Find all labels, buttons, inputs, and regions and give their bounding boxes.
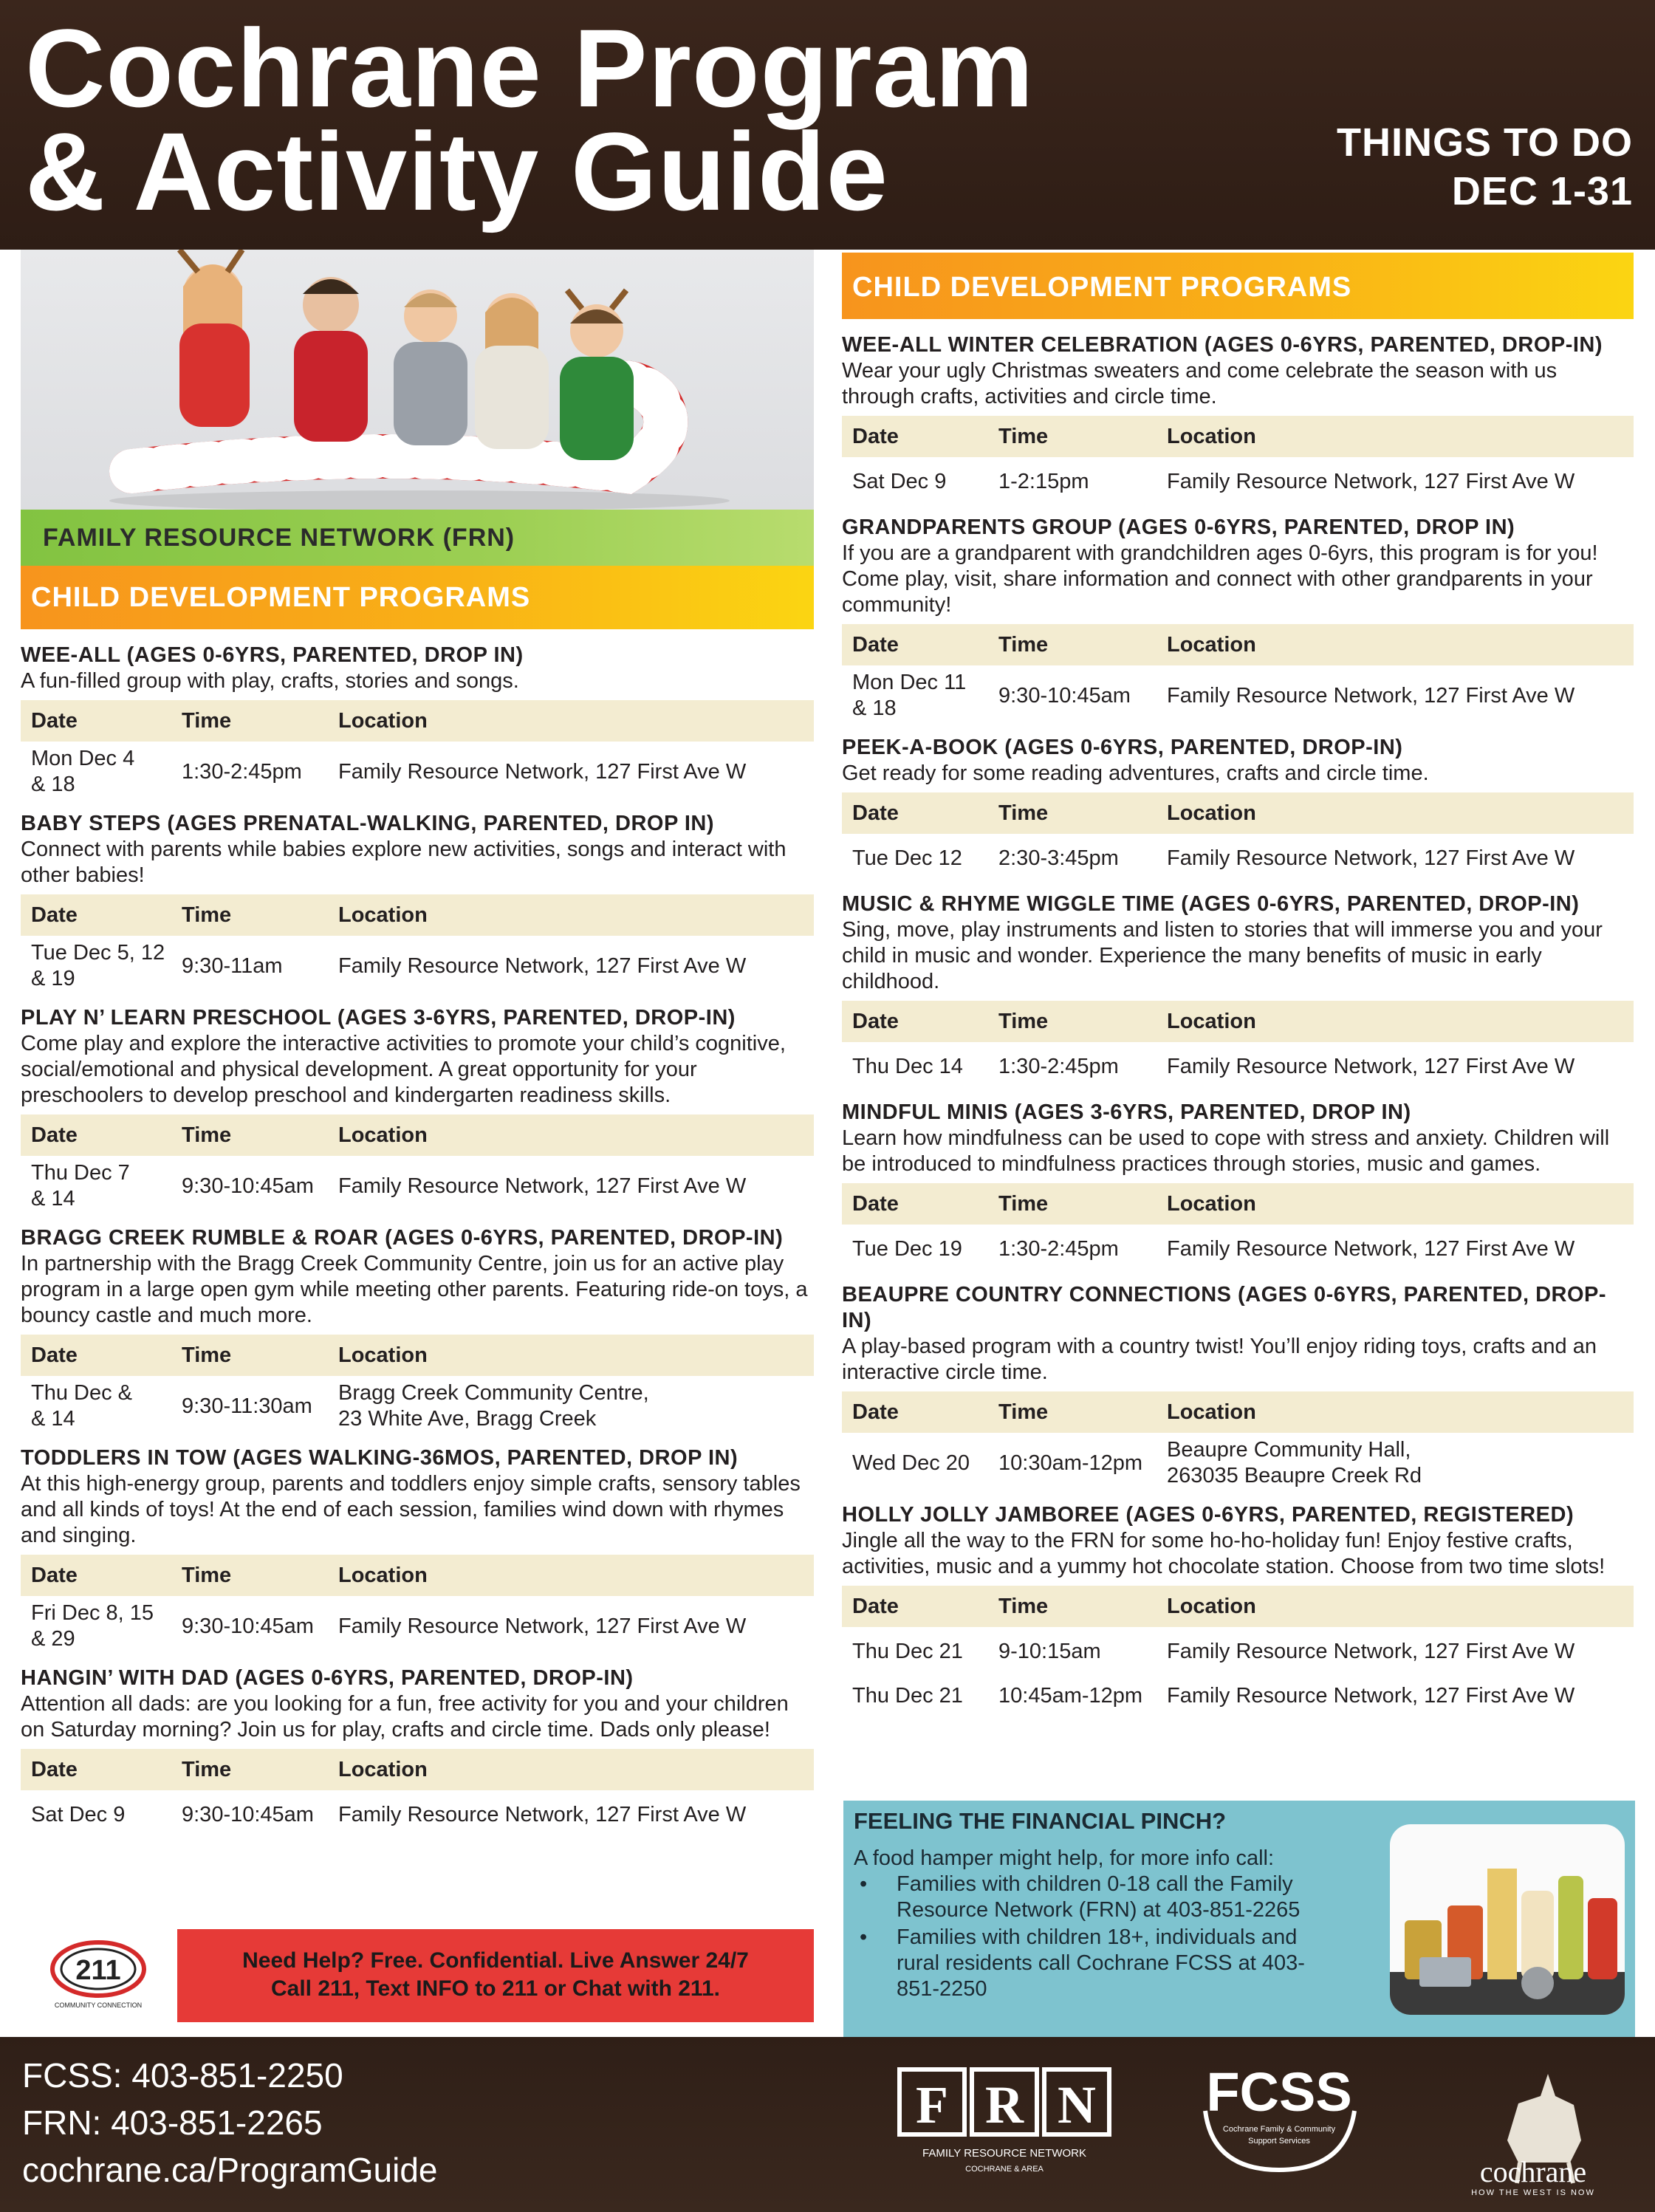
category-bar-left: CHILD DEVELOPMENT PROGRAMS (21, 566, 814, 629)
program-entry (21, 811, 814, 992)
kids-illustration (21, 250, 814, 510)
time-cell: 10:45am-12pm (998, 1683, 1143, 1708)
logo-211-text: 211 (75, 1955, 121, 1986)
column-header: Time (998, 424, 1049, 448)
footer-bar (0, 2037, 1655, 2212)
program-title: MINDFUL MINIS (AGES 3-6YRS, PARENTED, DROP IN) (842, 1100, 1411, 1124)
program-entry (842, 1282, 1634, 1489)
fcss-phone: FCSS: 403-851-2250 (22, 2056, 343, 2095)
column-header: Time (998, 1191, 1049, 1216)
help-211-box (177, 1929, 814, 2022)
column-header: Location (338, 1123, 428, 1147)
table-row (21, 1790, 814, 1835)
program-title: PEEK-A-BOOK (AGES 0-6YRS, PARENTED, DROP-IN) (842, 736, 1403, 759)
program-entry (842, 332, 1634, 501)
date-cell: Thu Dec & & 14 (31, 1381, 132, 1431)
program-title: BRAGG CREEK RUMBLE & ROAR (AGES 0-6YRS, PARENTED, DROP-IN) (21, 1226, 784, 1250)
column-header: Location (1167, 1191, 1256, 1216)
table-header (21, 1335, 814, 1376)
list-item: • Families with children 0-18 call the Family Resource Network (FRN) at 403-851-2265 (854, 1872, 1326, 1923)
program-entry (21, 1225, 814, 1432)
column-header: Date (852, 801, 899, 825)
program-description: Connect with parents while babies explore new activities, songs and interact with other babies! (21, 838, 787, 887)
program-title: WEE-ALL WINTER CELEBRATION (AGES 0-6YRS, PARENTED, DROP-IN) (842, 333, 1603, 357)
program-description: Learn how mindfulness can be used to cope with stress and anxiety. Children will be introduced to mindfulness practices through stories, music and games. (842, 1126, 1610, 1176)
financial-list (854, 1872, 1326, 2004)
table-row (21, 1156, 814, 1212)
date-cell: Mon Dec 4 & 18 (31, 747, 135, 796)
program-title: MUSIC & RHYME WIGGLE TIME (AGES 0-6YRS, PARENTED, DROP-IN) (842, 892, 1580, 916)
schedule-table (21, 894, 814, 992)
table-header (842, 624, 1634, 665)
kids-christmas-photo (21, 250, 814, 510)
column-header: Date (852, 632, 899, 657)
location-cell: Family Resource Network, 127 First Ave W (338, 1614, 747, 1638)
table-row (842, 1627, 1634, 1671)
program-entry (842, 1100, 1634, 1269)
table-row (842, 1433, 1634, 1489)
column-header: Location (338, 1343, 428, 1367)
location-cell: Family Resource Network, 127 First Ave W (338, 953, 747, 978)
program-description: Jingle all the way to the FRN for some ho-ho-holiday fun! Enjoy festive crafts, activities, music and a yummy hot chocolate station. Choose from two time slots! (842, 1529, 1606, 1578)
time-cell: 1:30-2:45pm (182, 759, 302, 784)
fcss-logo-sub2: Support Services (1248, 2137, 1310, 2146)
date-cell: Thu Dec 14 (852, 1054, 963, 1078)
time-cell: 2:30-3:45pm (998, 846, 1119, 870)
cochrane-logo-text: cochrane (1479, 2155, 1587, 2188)
time-cell: 9:30-11:30am (182, 1394, 312, 1418)
table-row (842, 834, 1634, 878)
column-header: Time (998, 632, 1049, 657)
location-cell: Family Resource Network, 127 First Ave W (1167, 1054, 1575, 1078)
table-row (21, 742, 814, 798)
financial-pinch-box (843, 1801, 1635, 2037)
location-cell: Bragg Creek Community Centre, 23 White Ave, Bragg Creek (338, 1381, 649, 1431)
program-description: Come play and explore the interactive activities to promote your child’s cognitive, social/emotional and physical development. A great opportunity for your preschoolers to develop preschool and kindergarten readiness skills. (21, 1032, 786, 1107)
date-cell: Sat Dec 9 (852, 469, 947, 493)
financial-subtitle: A food hamper might help, for more info call: (854, 1846, 1275, 1870)
time-cell: 1-2:15pm (998, 469, 1089, 493)
right-column (842, 250, 1634, 1716)
program-entry (21, 1005, 814, 1212)
program-description: At this high-energy group, parents and toddlers enjoy simple crafts, sensory tables and all kinds of toys! At the end of each session, families wind down with rhymes and singing. (21, 1472, 801, 1547)
column-header: Location (1167, 424, 1256, 448)
table-row (842, 665, 1634, 722)
program-description: Sing, move, play instruments and listen to stories that will immerse you and your child in music and wonder. Experience the many benefits of music in early childhood. (842, 918, 1603, 993)
date-cell: Tue Dec 19 (852, 1236, 962, 1261)
date-cell: Thu Dec 21 (852, 1683, 963, 1708)
program-entry (842, 735, 1634, 878)
program-entry (21, 643, 814, 798)
left-program-list (21, 643, 814, 1835)
table-header (21, 1555, 814, 1596)
program-description: If you are a grandparent with grandchildren ages 0-6yrs, this program is for you! Come play, visit, share information and connect with other grandparents in your community! (842, 541, 1598, 617)
column-header: Time (182, 1343, 232, 1367)
column-header: Date (31, 1343, 78, 1367)
header-banner (0, 0, 1655, 250)
fcss-logo-sub1: Cochrane Family & Community (1222, 2125, 1336, 2134)
column-header: Date (852, 1594, 899, 1618)
program-description: In partnership with the Bragg Creek Community Centre, join us for an active play program in a large open gym while meeting other parents. Featuring ride-on toys, a bouncy castle and much more. (21, 1252, 808, 1327)
schedule-table (842, 792, 1634, 878)
category-bar-right: CHILD DEVELOPMENT PROGRAMS (842, 253, 1634, 319)
frn-logo-letter-r: R (985, 2075, 1024, 2134)
column-header: Location (338, 1563, 428, 1587)
food-hamper-photo (1390, 1824, 1625, 2015)
table-header (21, 1114, 814, 1156)
time-cell: 10:30am-12pm (998, 1451, 1143, 1475)
column-header: Location (338, 903, 428, 927)
list-item: • Families with children 18+, individuals and rural residents call Cochrane FCSS at 403-851-2250 (854, 1925, 1326, 2002)
help-line-2: Call 211, Text INFO to 211 or Chat with 211. (271, 1976, 720, 2001)
table-row (21, 1376, 814, 1432)
frn-logo-letter-n: N (1058, 2075, 1096, 2134)
column-header: Date (852, 1400, 899, 1424)
location-cell: Family Resource Network, 127 First Ave W (338, 759, 747, 784)
column-header: Time (182, 708, 232, 733)
program-entry (21, 1665, 814, 1835)
column-header: Location (1167, 1400, 1256, 1424)
column-header: Date (852, 424, 899, 448)
schedule-table (21, 700, 814, 798)
frn-logo-name: FAMILY RESOURCE NETWORK (922, 2147, 1086, 2160)
program-title: WEE-ALL (AGES 0-6YRS, PARENTED, DROP IN) (21, 643, 524, 667)
column-header: Date (31, 708, 78, 733)
location-cell: Family Resource Network, 127 First Ave W (1167, 1639, 1575, 1663)
help-line-1: Need Help? Free. Confidential. Live Answer 24/7 (242, 1948, 749, 1973)
table-header (842, 1183, 1634, 1225)
column-header: Location (338, 708, 428, 733)
column-header: Time (998, 801, 1049, 825)
time-cell: 9:30-10:45am (182, 1614, 314, 1638)
column-header: Time (998, 1400, 1049, 1424)
food-illustration (1390, 1824, 1625, 2015)
location-cell: Family Resource Network, 127 First Ave W (338, 1174, 747, 1198)
column-header: Date (852, 1191, 899, 1216)
date-cell: Tue Dec 5, 12 & 19 (31, 941, 165, 990)
time-cell: 9:30-11am (182, 953, 283, 978)
table-header (21, 894, 814, 936)
schedule-table (842, 1183, 1634, 1269)
date-cell: Tue Dec 12 (852, 846, 962, 870)
help-211-banner (21, 1929, 814, 2022)
time-cell: 9-10:15am (998, 1639, 1101, 1663)
program-entry (21, 1445, 814, 1652)
date-cell: Fri Dec 8, 15 & 29 (31, 1601, 154, 1651)
program-title: TODDLERS IN TOW (AGES WALKING-36MOS, PARENTED, DROP IN) (21, 1446, 739, 1470)
date-cell: Sat Dec 9 (31, 1802, 126, 1826)
schedule-table (21, 1749, 814, 1835)
column-header: Location (1167, 632, 1256, 657)
program-title: BEAUPRE COUNTRY CONNECTIONS (AGES 0-6YRS, PARENTED, DROP-IN) (842, 1283, 1607, 1332)
program-title: BABY STEPS (AGES PRENATAL-WALKING, PARENTED, DROP IN) (21, 812, 714, 835)
program-title: HOLLY JOLLY JAMBOREE (AGES 0-6YRS, PARENTED, REGISTERED) (842, 1503, 1575, 1527)
time-cell: 1:30-2:45pm (998, 1236, 1119, 1261)
frn-logo-icon (894, 2067, 1115, 2177)
column-header: Date (31, 1123, 78, 1147)
date-cell: Thu Dec 21 (852, 1639, 963, 1663)
location-cell: Family Resource Network, 127 First Ave W (1167, 1683, 1575, 1708)
frn-phone: FRN: 403-851-2265 (22, 2103, 323, 2142)
title-line-1: Cochrane Program (25, 6, 1035, 130)
column-header: Date (852, 1009, 899, 1033)
location-cell: Family Resource Network, 127 First Ave W (1167, 846, 1575, 870)
cochrane-logo-icon (1437, 2052, 1629, 2199)
table-row (842, 1225, 1634, 1269)
fcss-logo-icon (1190, 2059, 1368, 2177)
fcss-logo-text: FCSS (1206, 2061, 1352, 2123)
program-entry (842, 891, 1634, 1086)
table-header (842, 1001, 1634, 1042)
schedule-table (842, 1391, 1634, 1489)
table-header (21, 1749, 814, 1790)
table-row (842, 1042, 1634, 1086)
frn-section-bar: FAMILY RESOURCE NETWORK (FRN) (21, 510, 814, 566)
column-header: Time (998, 1009, 1049, 1033)
logo-211-sub: COMMUNITY CONNECTION (54, 2002, 143, 2009)
schedule-table (21, 1555, 814, 1652)
table-header (842, 1586, 1634, 1627)
program-entry (842, 515, 1634, 722)
schedule-table (21, 1114, 814, 1212)
time-cell: 1:30-2:45pm (998, 1054, 1119, 1078)
frn-logo-letter-f: F (916, 2075, 948, 2134)
location-cell: Family Resource Network, 127 First Ave W (1167, 469, 1575, 493)
time-cell: 9:30-10:45am (182, 1802, 314, 1826)
right-program-list (842, 332, 1634, 1716)
date-range-label (1337, 118, 1633, 216)
table-row (842, 457, 1634, 501)
table-header (842, 792, 1634, 834)
date-cell: Mon Dec 11 & 18 (852, 671, 967, 720)
column-header: Date (31, 1757, 78, 1781)
program-guide-link[interactable]: cochrane.ca/ProgramGuide (22, 2151, 438, 2189)
left-column (21, 250, 814, 1835)
date-cell: Wed Dec 20 (852, 1451, 970, 1475)
column-header: Location (1167, 1009, 1256, 1033)
time-cell: 9:30-10:45am (182, 1174, 314, 1198)
column-header: Location (338, 1757, 428, 1781)
table-row (21, 1596, 814, 1652)
column-header: Location (1167, 1594, 1256, 1618)
program-title: PLAY N’ LEARN PRESCHOOL (AGES 3-6YRS, PARENTED, DROP-IN) (21, 1006, 736, 1030)
schedule-table (842, 416, 1634, 501)
program-description: A play-based program with a country twist! You’ll enjoy riding toys, crafts and an interactive circle time. (842, 1335, 1597, 1384)
date-cell: Thu Dec 7 & 14 (31, 1161, 130, 1211)
table-header (842, 416, 1634, 457)
table-header (21, 700, 814, 742)
schedule-table (842, 624, 1634, 722)
time-cell: 9:30-10:45am (998, 683, 1131, 708)
program-description: Attention all dads: are you looking for a fun, free activity for you and your children on Saturday morning? Join us for play, crafts and circle time. Dads only please! (21, 1692, 789, 1742)
column-header: Time (182, 1757, 232, 1781)
program-description: Wear your ugly Christmas sweaters and come celebrate the season with us through crafts, activities and circle time. (842, 359, 1558, 408)
column-header: Location (1167, 801, 1256, 825)
column-header: Date (31, 1563, 78, 1587)
column-header: Date (31, 903, 78, 927)
column-header: Time (182, 1563, 232, 1587)
dates-label: DEC 1-31 (1451, 169, 1633, 213)
column-header: Time (998, 1594, 1049, 1618)
cochrane-logo-sub: HOW THE WEST IS NOW (1471, 2188, 1595, 2197)
program-title: HANGIN’ WITH DAD (AGES 0-6YRS, PARENTED, DROP-IN) (21, 1666, 634, 1690)
title-line-2: & Activity Guide (25, 109, 888, 233)
page-title (25, 6, 1035, 233)
location-cell: Family Resource Network, 127 First Ave W (338, 1802, 747, 1826)
schedule-table (21, 1335, 814, 1432)
table-row (842, 1671, 1634, 1716)
schedule-table (842, 1001, 1634, 1086)
things-to-do-label: THINGS TO DO (1336, 120, 1633, 165)
location-cell: Beaupre Community Hall, 263035 Beaupre Creek Rd (1167, 1438, 1422, 1487)
program-description: Get ready for some reading adventures, crafts and circle time. (842, 761, 1429, 785)
column-header: Time (182, 1123, 232, 1147)
logo-211-icon (43, 1938, 154, 2012)
location-cell: Family Resource Network, 127 First Ave W (1167, 683, 1575, 708)
table-header (842, 1391, 1634, 1433)
column-header: Time (182, 903, 232, 927)
location-cell: Family Resource Network, 127 First Ave W (1167, 1236, 1575, 1261)
program-title: GRANDPARENTS GROUP (AGES 0-6YRS, PARENTED, DROP IN) (842, 516, 1515, 539)
schedule-table (842, 1586, 1634, 1716)
program-entry (842, 1502, 1634, 1716)
table-row (21, 936, 814, 992)
frn-logo-sub: COCHRANE & AREA (965, 2165, 1044, 2174)
financial-title: FEELING THE FINANCIAL PINCH? (854, 1808, 1227, 1834)
footer-contact (22, 2052, 438, 2194)
program-description: A fun-filled group with play, crafts, stories and songs. (21, 669, 519, 693)
